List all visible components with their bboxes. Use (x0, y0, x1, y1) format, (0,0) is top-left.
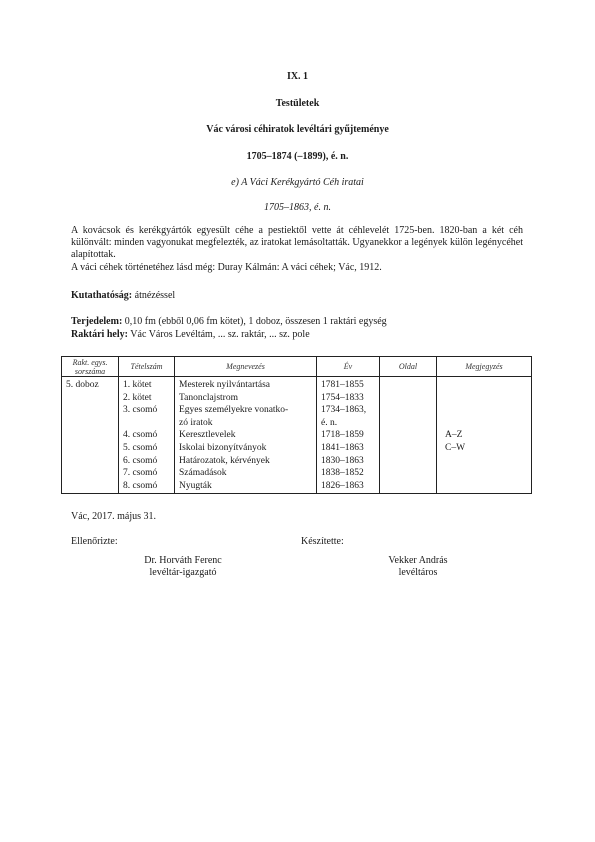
item-year: é. n. (321, 417, 338, 428)
storage-label: Raktári hely: (71, 329, 128, 340)
item-number (123, 417, 171, 430)
item-year: 1826–1863 (321, 480, 364, 491)
preparer-name: Vekker András (388, 555, 448, 566)
item-note (445, 379, 528, 392)
item-number: 2. kötet (123, 392, 152, 403)
access-line (71, 290, 175, 302)
item-title: Mesterek nyilvántartása (179, 380, 271, 390)
checker-title: levéltár-igazgató (149, 567, 217, 578)
item-number: 5. csomó (123, 442, 158, 453)
item-number: 6. csomó (123, 455, 158, 466)
extent-label: Terjedelem: (71, 316, 123, 327)
header-note: Megjegyzés (437, 357, 532, 377)
item-note (445, 467, 528, 480)
item-note (445, 392, 528, 405)
item-number: 4. csomó (123, 430, 158, 441)
preparer-signature (348, 555, 488, 579)
item-year: 1754–1833 (321, 392, 364, 403)
item-note (445, 404, 528, 417)
header-title: Megnevezés (175, 357, 317, 377)
year-cell (317, 377, 380, 494)
header-item: Tételszám (119, 357, 175, 377)
section-number: IX. 1 (286, 71, 309, 82)
item-title: Egyes személyekre vonatko- (179, 405, 289, 416)
preparer-title: levéltáros (398, 567, 438, 578)
item-note: C–W (445, 442, 466, 453)
item-note (445, 417, 528, 430)
item-number: 7. csomó (123, 468, 158, 479)
header-year: Év (317, 357, 380, 377)
extent-line (71, 316, 387, 328)
checked-label: Ellenőrizte: (71, 536, 118, 547)
subtitle-years: 1705–1863, é. n. (264, 202, 331, 213)
item-title: Keresztlevelek (179, 430, 236, 441)
item-year: 1841–1863 (321, 442, 364, 453)
item-title: Határozatok, kérvények (179, 455, 270, 466)
item-title: Nyugták (179, 480, 212, 491)
item-number: 3. csomó (123, 405, 158, 416)
checker-signature (113, 555, 253, 579)
inventory-table (61, 356, 532, 494)
item-note (445, 455, 528, 468)
item-year: 1718–1859 (321, 430, 364, 441)
box-cell: 5. doboz (62, 377, 119, 494)
item-year: 1838–1852 (321, 468, 364, 479)
item-number: 8. csomó (123, 480, 158, 491)
item-year: 1781–1855 (321, 380, 364, 390)
title-cell (175, 377, 317, 494)
access-label: Kutathatóság: (71, 290, 133, 301)
header-page: Oldal (380, 357, 437, 377)
table-row (62, 377, 532, 494)
reference-line: A váci céhek történetéhez lásd még: Duray Kálmán: A váci céhek; Vác, 1912. (71, 262, 382, 273)
note-cell (437, 377, 532, 494)
storage-line (71, 329, 310, 341)
item-year: 1734–1863, (321, 405, 367, 416)
description-paragraph: A kovácsok és kerékgyártók egyesült céhe a pestiektől vette át céhlevelét 1725-ben. 1820-ban a két céh különvált: minden vagyonukat megfelezték, az iratokat lemásoltatták. Ugyanekkor a legények külön legénycéhet alapítottak. (71, 225, 523, 260)
place-date: Vác, 2017. május 31. (71, 511, 156, 522)
header-box: Rakt. egys. sorszáma (62, 357, 119, 377)
checker-name: Dr. Horváth Ferenc (144, 555, 222, 566)
item-title: Tanonclajstrom (179, 392, 238, 403)
page-cell (380, 377, 437, 494)
access-value: átnézéssel (134, 290, 176, 301)
item-cell (119, 377, 175, 494)
subtitle: e) A Váci Kerékgyártó Céh iratai (231, 177, 364, 188)
prepared-label: Készítette: (301, 536, 344, 547)
extent-value: 0,10 fm (ebből 0,06 fm kötet), 1 doboz, összesen 1 raktári egység (124, 316, 387, 327)
item-year: 1830–1863 (321, 455, 364, 466)
item-note: A–Z (445, 430, 463, 441)
storage-value: Vác Város Levéltám, ... sz. raktár, ... sz. pole (130, 329, 310, 340)
item-note (445, 480, 528, 493)
item-title: Iskolai bizonyítványok (179, 442, 267, 453)
table-header-row (62, 357, 532, 377)
group-title: Testületek (275, 98, 320, 109)
collection-title: Vác városi céhiratok levéltári gyűjteménye (206, 124, 389, 135)
item-number: 1. kötet (123, 380, 152, 390)
collection-years: 1705–1874 (–1899), é. n. (246, 151, 349, 162)
item-title: Számadások (179, 468, 227, 479)
item-title: zó iratok (179, 417, 213, 428)
